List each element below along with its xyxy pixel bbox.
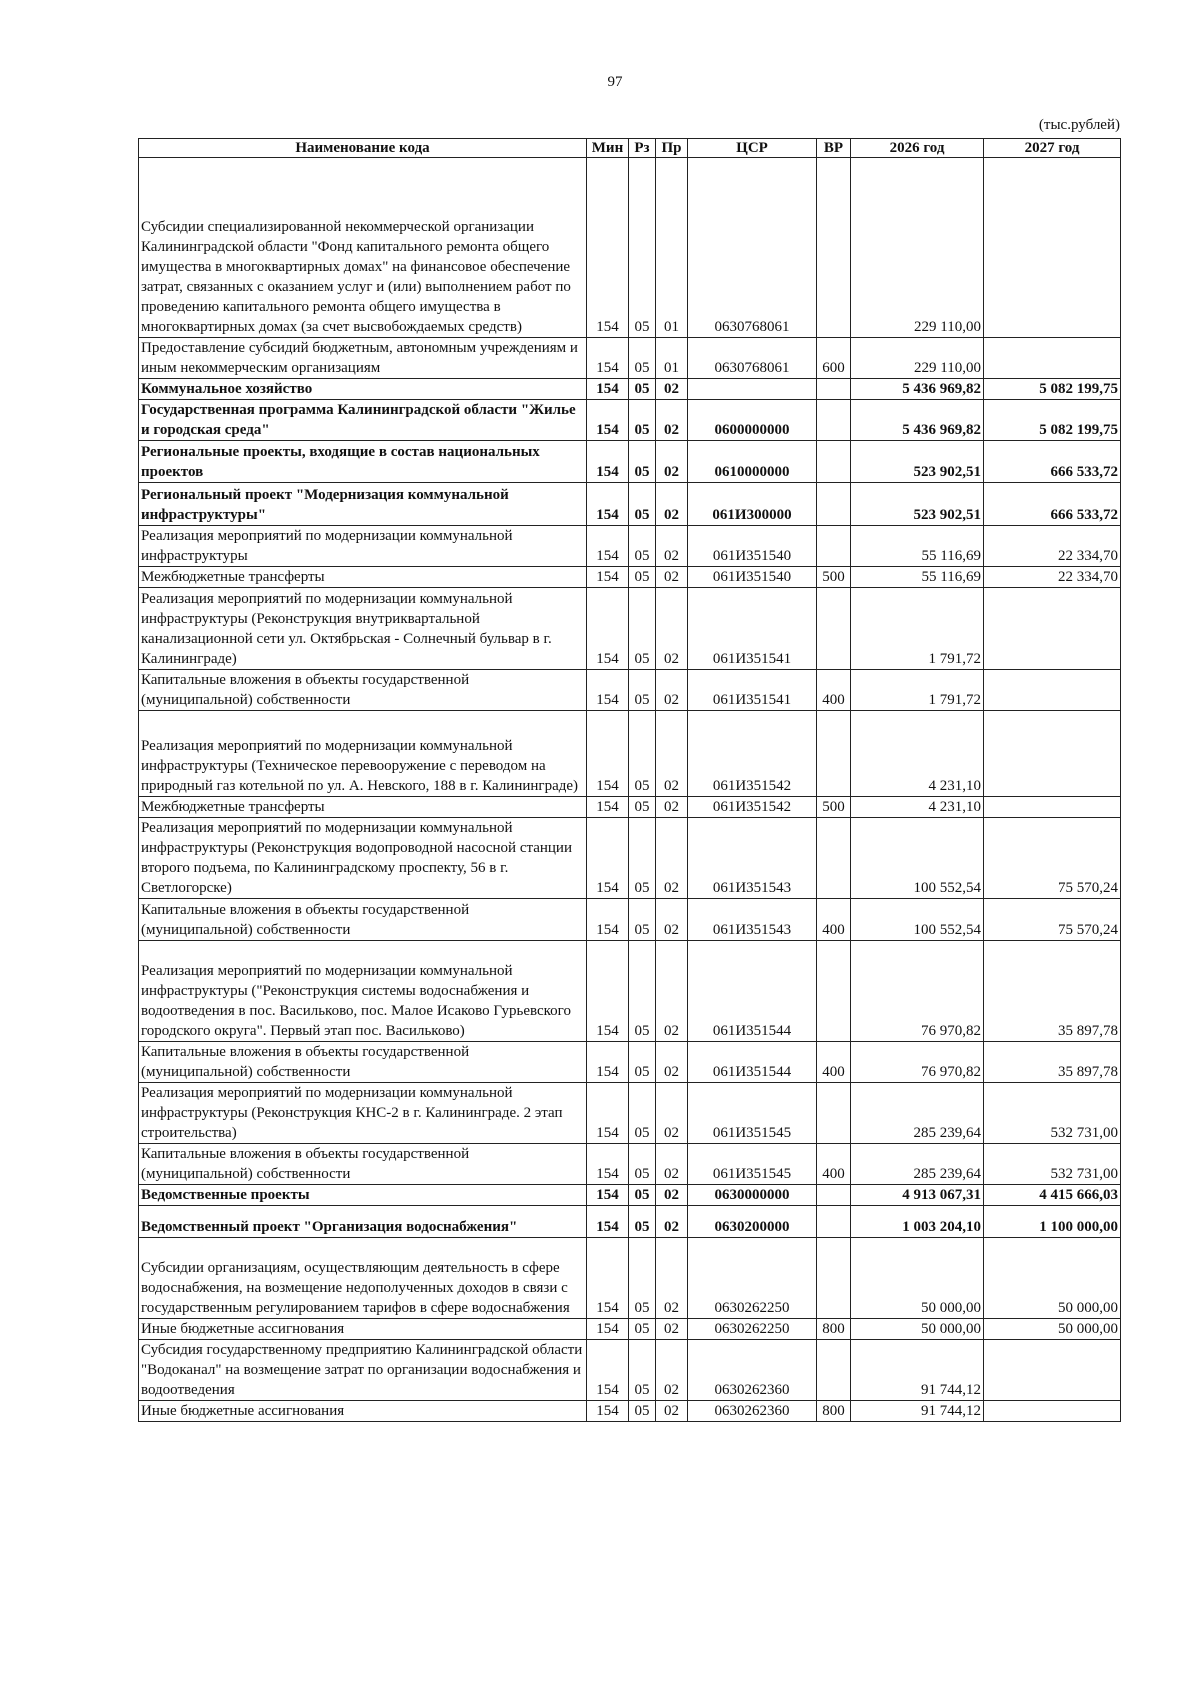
row-csr-cell: 0630768061 bbox=[688, 338, 817, 379]
row-name-cell: Государственная программа Калининградской области "Жилье и городская среда" bbox=[139, 400, 587, 441]
row-2027-cell: 50 000,00 bbox=[984, 1319, 1121, 1340]
table-row bbox=[139, 441, 1121, 483]
row-vr-cell bbox=[817, 1340, 851, 1401]
row-rz-cell: 05 bbox=[629, 1206, 656, 1238]
row-csr-cell: 0630262360 bbox=[688, 1401, 817, 1422]
row-vr-cell: 500 bbox=[817, 567, 851, 588]
row-vr-cell: 600 bbox=[817, 338, 851, 379]
row-name-cell: Иные бюджетные ассигнования bbox=[139, 1319, 587, 1340]
row-2027-cell: 532 731,00 bbox=[984, 1083, 1121, 1144]
row-2026-cell: 1 791,72 bbox=[851, 670, 984, 711]
row-2027-cell: 5 082 199,75 bbox=[984, 400, 1121, 441]
row-pr-cell: 02 bbox=[656, 379, 688, 400]
row-rz-cell: 05 bbox=[629, 400, 656, 441]
row-min-cell: 154 bbox=[587, 818, 629, 899]
row-name-cell: Региональные проекты, входящие в состав национальных проектов bbox=[139, 441, 587, 483]
row-min-cell: 154 bbox=[587, 1401, 629, 1422]
table-row bbox=[139, 941, 1121, 1042]
row-vr-cell bbox=[817, 588, 851, 670]
row-rz-cell: 05 bbox=[629, 711, 656, 797]
row-rz-cell: 05 bbox=[629, 441, 656, 483]
row-csr-cell: 0610000000 bbox=[688, 441, 817, 483]
table-row bbox=[139, 1401, 1121, 1422]
row-vr-cell bbox=[817, 818, 851, 899]
table-row bbox=[139, 1083, 1121, 1144]
row-2026-cell: 76 970,82 bbox=[851, 1042, 984, 1083]
row-pr-cell: 02 bbox=[656, 941, 688, 1042]
row-2026-cell: 76 970,82 bbox=[851, 941, 984, 1042]
row-2026-cell: 55 116,69 bbox=[851, 567, 984, 588]
table-body bbox=[139, 158, 1121, 1422]
table-row bbox=[139, 567, 1121, 588]
column-header-2027: 2027 год bbox=[984, 139, 1121, 158]
row-rz-cell: 05 bbox=[629, 526, 656, 567]
row-pr-cell: 02 bbox=[656, 899, 688, 941]
row-min-cell: 154 bbox=[587, 899, 629, 941]
row-rz-cell: 05 bbox=[629, 899, 656, 941]
table-header-row bbox=[139, 139, 1121, 158]
row-min-cell: 154 bbox=[587, 1206, 629, 1238]
row-2026-cell: 91 744,12 bbox=[851, 1401, 984, 1422]
row-2026-cell: 523 902,51 bbox=[851, 441, 984, 483]
row-pr-cell: 02 bbox=[656, 1401, 688, 1422]
table-row bbox=[139, 1319, 1121, 1340]
row-name-cell: Коммунальное хозяйство bbox=[139, 379, 587, 400]
row-vr-cell bbox=[817, 483, 851, 526]
budget-table bbox=[138, 138, 1121, 1422]
row-pr-cell: 02 bbox=[656, 441, 688, 483]
row-rz-cell: 05 bbox=[629, 1238, 656, 1319]
row-vr-cell bbox=[817, 441, 851, 483]
row-min-cell: 154 bbox=[587, 400, 629, 441]
row-pr-cell: 02 bbox=[656, 483, 688, 526]
row-min-cell: 154 bbox=[587, 526, 629, 567]
row-2027-cell: 50 000,00 bbox=[984, 1238, 1121, 1319]
row-csr-cell: 061И351541 bbox=[688, 670, 817, 711]
row-pr-cell: 02 bbox=[656, 588, 688, 670]
row-2026-cell: 1 003 204,10 bbox=[851, 1206, 984, 1238]
row-vr-cell: 400 bbox=[817, 1144, 851, 1185]
row-2027-cell: 666 533,72 bbox=[984, 441, 1121, 483]
row-2026-cell: 4 913 067,31 bbox=[851, 1185, 984, 1206]
table-row bbox=[139, 818, 1121, 899]
row-2027-cell bbox=[984, 338, 1121, 379]
table-row bbox=[139, 1185, 1121, 1206]
row-2026-cell: 4 231,10 bbox=[851, 711, 984, 797]
row-2026-cell: 4 231,10 bbox=[851, 797, 984, 818]
row-vr-cell: 400 bbox=[817, 1042, 851, 1083]
row-min-cell: 154 bbox=[587, 670, 629, 711]
row-name-cell: Реализация мероприятий по модернизации коммунальной инфраструктуры (Техническое перевооружение с переводом на природный газ котельной по ул. А. Невского, 188 в г. Калининграде) bbox=[139, 711, 587, 797]
row-csr-cell: 061И351542 bbox=[688, 711, 817, 797]
row-vr-cell bbox=[817, 1185, 851, 1206]
row-vr-cell bbox=[817, 941, 851, 1042]
table-row bbox=[139, 379, 1121, 400]
row-csr-cell: 0600000000 bbox=[688, 400, 817, 441]
row-vr-cell: 400 bbox=[817, 670, 851, 711]
table-row bbox=[139, 711, 1121, 797]
row-2026-cell: 100 552,54 bbox=[851, 818, 984, 899]
row-min-cell: 154 bbox=[587, 483, 629, 526]
row-min-cell: 154 bbox=[587, 1319, 629, 1340]
row-2026-cell: 285 239,64 bbox=[851, 1144, 984, 1185]
row-name-cell: Капитальные вложения в объекты государственной (муниципальной) собственности bbox=[139, 1144, 587, 1185]
row-pr-cell: 02 bbox=[656, 1042, 688, 1083]
row-rz-cell: 05 bbox=[629, 1319, 656, 1340]
row-name-cell: Субсидия государственному предприятию Калининградской области "Водоканал" на возмещение затрат по организации водоснабжения и водоотведения bbox=[139, 1340, 587, 1401]
row-name-cell: Капитальные вложения в объекты государственной (муниципальной) собственности bbox=[139, 899, 587, 941]
row-pr-cell: 02 bbox=[656, 1144, 688, 1185]
table-row bbox=[139, 670, 1121, 711]
row-2026-cell: 285 239,64 bbox=[851, 1083, 984, 1144]
row-2027-cell bbox=[984, 588, 1121, 670]
row-name-cell: Реализация мероприятий по модернизации коммунальной инфраструктуры (Реконструкция внутриквартальной канализационной сети ул. Октябрьская - Солнечный бульвар в г. Калининграде) bbox=[139, 588, 587, 670]
row-min-cell: 154 bbox=[587, 1238, 629, 1319]
row-min-cell: 154 bbox=[587, 379, 629, 400]
row-csr-cell: 0630768061 bbox=[688, 158, 817, 338]
row-vr-cell: 800 bbox=[817, 1319, 851, 1340]
row-csr-cell: 061И351545 bbox=[688, 1083, 817, 1144]
table-row bbox=[139, 1340, 1121, 1401]
row-pr-cell: 01 bbox=[656, 158, 688, 338]
row-csr-cell: 061И351540 bbox=[688, 526, 817, 567]
row-2027-cell: 35 897,78 bbox=[984, 1042, 1121, 1083]
row-pr-cell: 02 bbox=[656, 1083, 688, 1144]
row-rz-cell: 05 bbox=[629, 818, 656, 899]
row-name-cell: Ведомственный проект "Организация водоснабжения" bbox=[139, 1206, 587, 1238]
row-name-cell: Региональный проект "Модернизация коммунальной инфраструктуры" bbox=[139, 483, 587, 526]
row-name-cell: Капитальные вложения в объекты государственной (муниципальной) собственности bbox=[139, 670, 587, 711]
row-min-cell: 154 bbox=[587, 941, 629, 1042]
row-2027-cell: 5 082 199,75 bbox=[984, 379, 1121, 400]
row-vr-cell bbox=[817, 1083, 851, 1144]
row-csr-cell: 0630262250 bbox=[688, 1319, 817, 1340]
column-header-name: Наименование кода bbox=[139, 139, 587, 158]
row-vr-cell bbox=[817, 1238, 851, 1319]
row-pr-cell: 01 bbox=[656, 338, 688, 379]
row-csr-cell: 061И351542 bbox=[688, 797, 817, 818]
row-2026-cell: 5 436 969,82 bbox=[851, 379, 984, 400]
row-min-cell: 154 bbox=[587, 567, 629, 588]
table-row bbox=[139, 483, 1121, 526]
row-csr-cell: 061И351543 bbox=[688, 818, 817, 899]
row-min-cell: 154 bbox=[587, 1042, 629, 1083]
row-rz-cell: 05 bbox=[629, 379, 656, 400]
row-rz-cell: 05 bbox=[629, 941, 656, 1042]
row-min-cell: 154 bbox=[587, 1185, 629, 1206]
row-rz-cell: 05 bbox=[629, 1042, 656, 1083]
row-min-cell: 154 bbox=[587, 1144, 629, 1185]
column-header-2026: 2026 год bbox=[851, 139, 984, 158]
row-name-cell: Реализация мероприятий по модернизации коммунальной инфраструктуры ("Реконструкция системы водоснабжения и водоотведения в пос. Васильково, пос. Малое Исаково Гурьевского городского округа". Первый этап пос. Васильково) bbox=[139, 941, 587, 1042]
row-2027-cell bbox=[984, 158, 1121, 338]
table-row bbox=[139, 1144, 1121, 1185]
row-pr-cell: 02 bbox=[656, 567, 688, 588]
row-2026-cell: 50 000,00 bbox=[851, 1319, 984, 1340]
table-row bbox=[139, 400, 1121, 441]
row-rz-cell: 05 bbox=[629, 797, 656, 818]
row-pr-cell: 02 bbox=[656, 526, 688, 567]
row-rz-cell: 05 bbox=[629, 338, 656, 379]
row-name-cell: Межбюджетные трансферты bbox=[139, 797, 587, 818]
row-rz-cell: 05 bbox=[629, 483, 656, 526]
row-name-cell: Реализация мероприятий по модернизации коммунальной инфраструктуры (Реконструкция КНС-2 в г. Калининграде. 2 этап строительства) bbox=[139, 1083, 587, 1144]
column-header-pr: Пр bbox=[656, 139, 688, 158]
row-pr-cell: 02 bbox=[656, 797, 688, 818]
row-min-cell: 154 bbox=[587, 158, 629, 338]
units-label: (тыс.рублей) bbox=[1038, 117, 1120, 133]
row-name-cell: Ведомственные проекты bbox=[139, 1185, 587, 1206]
row-2027-cell: 532 731,00 bbox=[984, 1144, 1121, 1185]
row-vr-cell bbox=[817, 158, 851, 338]
row-min-cell: 154 bbox=[587, 797, 629, 818]
row-csr-cell: 061И351544 bbox=[688, 1042, 817, 1083]
row-csr-cell: 061И300000 bbox=[688, 483, 817, 526]
row-name-cell: Предоставление субсидий бюджетным, автономным учреждениям и иным некоммерческим организациям bbox=[139, 338, 587, 379]
row-csr-cell: 0630262250 bbox=[688, 1238, 817, 1319]
row-2026-cell: 55 116,69 bbox=[851, 526, 984, 567]
row-rz-cell: 05 bbox=[629, 670, 656, 711]
row-2027-cell: 666 533,72 bbox=[984, 483, 1121, 526]
row-vr-cell bbox=[817, 711, 851, 797]
row-name-cell: Реализация мероприятий по модернизации коммунальной инфраструктуры (Реконструкция водопроводной насосной станции второго подъема, по Калининградскому проспекту, 56 в г. Светлогорске) bbox=[139, 818, 587, 899]
row-vr-cell: 500 bbox=[817, 797, 851, 818]
row-2027-cell bbox=[984, 797, 1121, 818]
table-row bbox=[139, 1042, 1121, 1083]
column-header-vr: ВР bbox=[817, 139, 851, 158]
column-header-rz: Рз bbox=[629, 139, 656, 158]
row-min-cell: 154 bbox=[587, 441, 629, 483]
row-pr-cell: 02 bbox=[656, 1185, 688, 1206]
row-csr-cell: 061И351540 bbox=[688, 567, 817, 588]
row-2027-cell: 75 570,24 bbox=[984, 818, 1121, 899]
row-2026-cell: 50 000,00 bbox=[851, 1238, 984, 1319]
row-vr-cell bbox=[817, 400, 851, 441]
row-csr-cell: 061И351544 bbox=[688, 941, 817, 1042]
row-pr-cell: 02 bbox=[656, 1319, 688, 1340]
row-name-cell: Субсидии специализированной некоммерческой организации Калининградской области "Фонд капитального ремонта общего имущества в многоквартирных домах" на финансовое обеспечение затрат, связанных с оказанием услуг и (или) выполнением работ по проведению капитального ремонта общего имущества в многоквартирных домах (за счет высвобождаемых средств) bbox=[139, 158, 587, 338]
row-2026-cell: 229 110,00 bbox=[851, 158, 984, 338]
row-vr-cell: 400 bbox=[817, 899, 851, 941]
row-min-cell: 154 bbox=[587, 1083, 629, 1144]
row-min-cell: 154 bbox=[587, 1340, 629, 1401]
row-2027-cell bbox=[984, 1340, 1121, 1401]
row-rz-cell: 05 bbox=[629, 567, 656, 588]
row-csr-cell: 061И351541 bbox=[688, 588, 817, 670]
row-pr-cell: 02 bbox=[656, 670, 688, 711]
row-2027-cell: 35 897,78 bbox=[984, 941, 1121, 1042]
row-rz-cell: 05 bbox=[629, 588, 656, 670]
row-2027-cell: 4 415 666,03 bbox=[984, 1185, 1121, 1206]
row-2026-cell: 229 110,00 bbox=[851, 338, 984, 379]
row-min-cell: 154 bbox=[587, 711, 629, 797]
row-2026-cell: 91 744,12 bbox=[851, 1340, 984, 1401]
row-2026-cell: 100 552,54 bbox=[851, 899, 984, 941]
table-row bbox=[139, 158, 1121, 338]
row-rz-cell: 05 bbox=[629, 1185, 656, 1206]
row-csr-cell: 0630200000 bbox=[688, 1206, 817, 1238]
row-csr-cell: 061И351545 bbox=[688, 1144, 817, 1185]
row-vr-cell bbox=[817, 526, 851, 567]
row-pr-cell: 02 bbox=[656, 818, 688, 899]
row-2027-cell bbox=[984, 711, 1121, 797]
row-pr-cell: 02 bbox=[656, 400, 688, 441]
row-rz-cell: 05 bbox=[629, 1144, 656, 1185]
row-2027-cell: 75 570,24 bbox=[984, 899, 1121, 941]
row-2027-cell: 22 334,70 bbox=[984, 526, 1121, 567]
row-2027-cell: 22 334,70 bbox=[984, 567, 1121, 588]
row-rz-cell: 05 bbox=[629, 158, 656, 338]
table-row bbox=[139, 526, 1121, 567]
row-min-cell: 154 bbox=[587, 338, 629, 379]
row-csr-cell: 0630000000 bbox=[688, 1185, 817, 1206]
row-name-cell: Субсидии организациям, осуществляющим деятельность в сфере водоснабжения, на возмещение недополученных доходов в связи с государственным регулированием тарифов в сфере водоснабжения bbox=[139, 1238, 587, 1319]
table-row bbox=[139, 1206, 1121, 1238]
row-2027-cell: 1 100 000,00 bbox=[984, 1206, 1121, 1238]
row-pr-cell: 02 bbox=[656, 1340, 688, 1401]
column-header-min: Мин bbox=[587, 139, 629, 158]
row-rz-cell: 05 bbox=[629, 1083, 656, 1144]
column-header-csr: ЦСР bbox=[688, 139, 817, 158]
row-2027-cell bbox=[984, 670, 1121, 711]
row-2026-cell: 1 791,72 bbox=[851, 588, 984, 670]
row-vr-cell bbox=[817, 1206, 851, 1238]
row-vr-cell bbox=[817, 379, 851, 400]
row-rz-cell: 05 bbox=[629, 1340, 656, 1401]
row-csr-cell: 0630262360 bbox=[688, 1340, 817, 1401]
row-2026-cell: 523 902,51 bbox=[851, 483, 984, 526]
row-name-cell: Реализация мероприятий по модернизации коммунальной инфраструктуры bbox=[139, 526, 587, 567]
table-row bbox=[139, 797, 1121, 818]
row-name-cell: Иные бюджетные ассигнования bbox=[139, 1401, 587, 1422]
row-csr-cell bbox=[688, 379, 817, 400]
row-pr-cell: 02 bbox=[656, 1238, 688, 1319]
row-pr-cell: 02 bbox=[656, 711, 688, 797]
page-number: 97 bbox=[607, 74, 623, 90]
row-min-cell: 154 bbox=[587, 588, 629, 670]
row-rz-cell: 05 bbox=[629, 1401, 656, 1422]
row-name-cell: Капитальные вложения в объекты государственной (муниципальной) собственности bbox=[139, 1042, 587, 1083]
table-row bbox=[139, 899, 1121, 941]
row-vr-cell: 800 bbox=[817, 1401, 851, 1422]
table-row bbox=[139, 1238, 1121, 1319]
table-row bbox=[139, 588, 1121, 670]
table-row bbox=[139, 338, 1121, 379]
row-name-cell: Межбюджетные трансферты bbox=[139, 567, 587, 588]
row-pr-cell: 02 bbox=[656, 1206, 688, 1238]
row-2026-cell: 5 436 969,82 bbox=[851, 400, 984, 441]
row-csr-cell: 061И351543 bbox=[688, 899, 817, 941]
row-2027-cell bbox=[984, 1401, 1121, 1422]
